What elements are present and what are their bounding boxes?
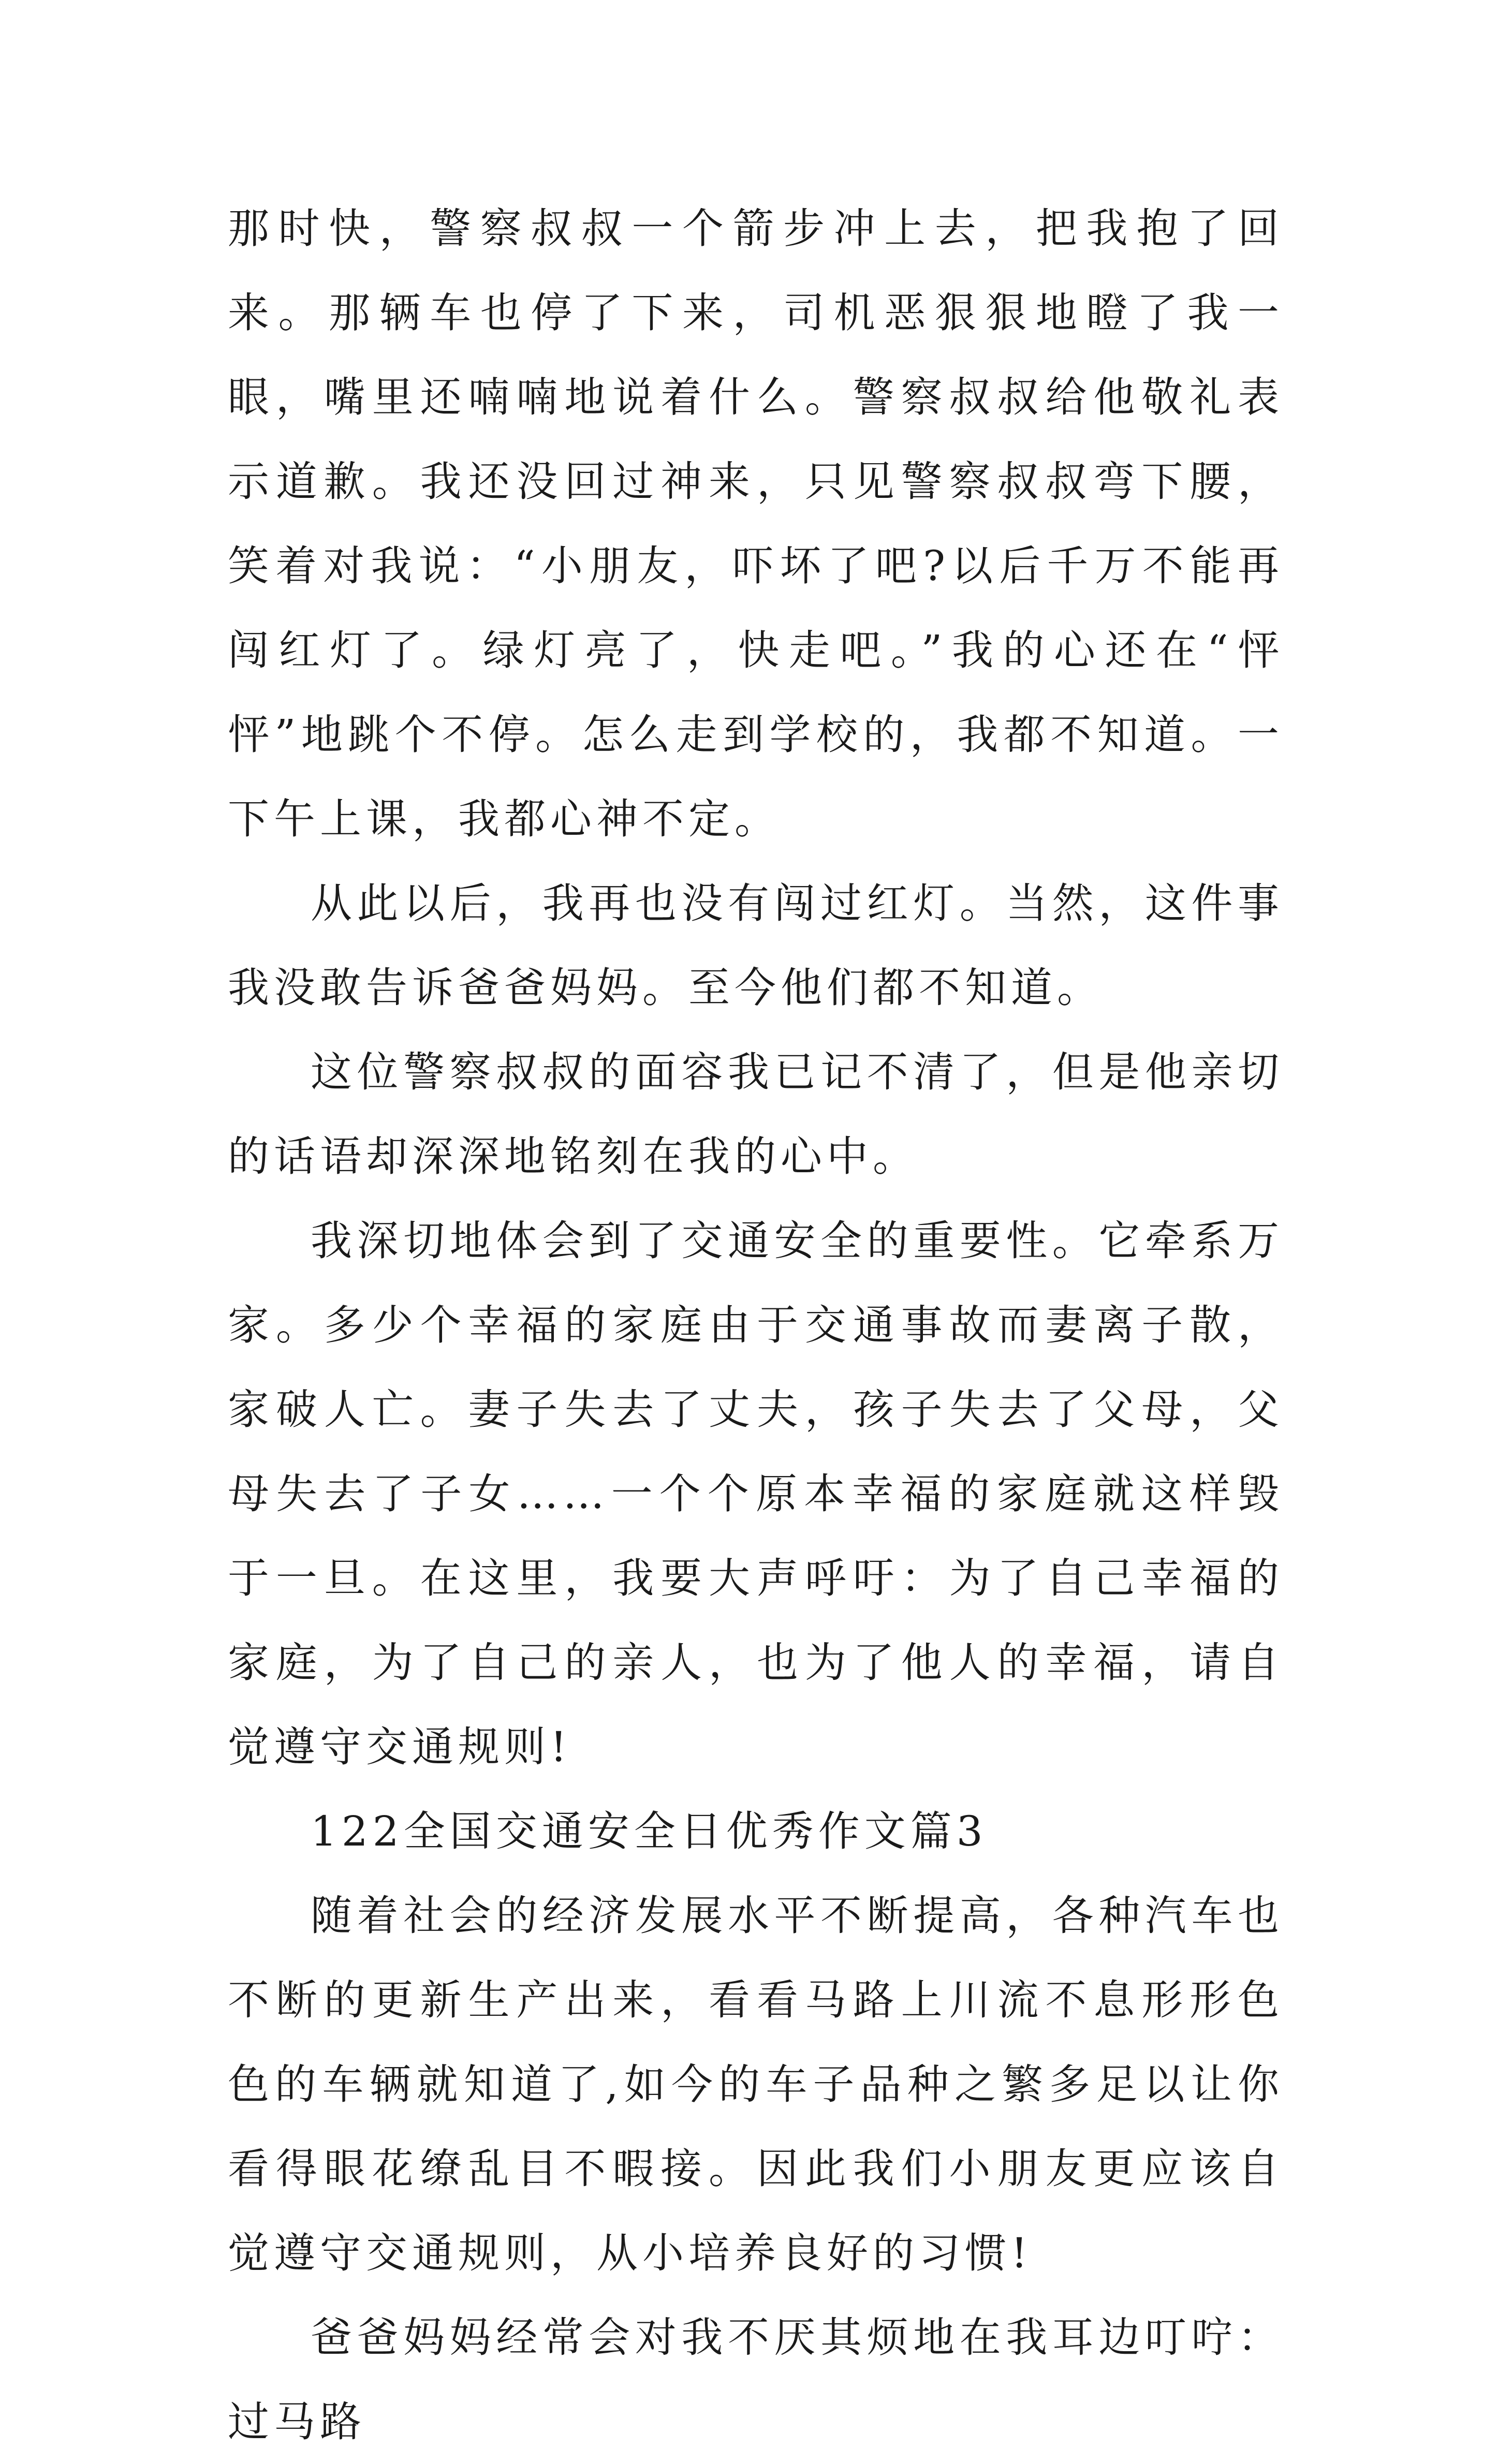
paragraph-2: 从此以后，我再也没有闯过红灯。当然，这件事我没敢告诉爸爸妈妈。至今他们都不知道。	[228, 879, 1284, 1012]
paragraph-4: 我深切地体会到了交通安全的重要性。它牵系万家。多少个幸福的家庭由于交通事故而妻离子散，家破人亡。妻子失去了丈夫，孩子失去了父母，父母失去了子女……一个个原本幸福的家庭就这样毁于一旦。在这里，我要大声呼吁：为了自己幸福的家庭，为了自己的亲人，也为了他人的幸福，请自觉遵守交通规则!	[228, 1217, 1284, 1771]
section-heading: 122全国交通安全日优秀作文篇3	[311, 1807, 988, 1855]
document-body	[228, 186, 1284, 2464]
paragraph-3: 这位警察叔叔的面容我已记不清了，但是他亲切的话语却深深地铭刻在我的心中。	[228, 1048, 1284, 1181]
paragraph-5: 随着社会的经济发展水平不断提高，各种汽车也不断的更新生产出来，看看马路上川流不息形形色色的车辆就知道了,如今的车子品种之繁多足以让你看得眼花缭乱目不暇接。因此我们小朋友更应该自觉遵守交通规则，从小培养良好的习惯!	[228, 1892, 1284, 2277]
paragraph-1: 那时快，警察叔叔一个箭步冲上去，把我抱了回来。那辆车也停了下来，司机恶狠狠地瞪了我一眼，嘴里还喃喃地说着什么。警察叔叔给他敬礼表示道歉。我还没回过神来，只见警察叔叔弯下腰，笑着对我说：“小朋友，吓坏了吧?以后千万不能再闯红灯了。绿灯亮了，快走吧。”我的心还在“怦怦”地跳个不停。怎么走到学校的，我都不知道。一下午上课，我都心神不定。	[228, 204, 1284, 843]
paragraph-6: 爸爸妈妈经常会对我不厌其烦地在我耳边叮咛：过马路	[228, 2313, 1284, 2446]
